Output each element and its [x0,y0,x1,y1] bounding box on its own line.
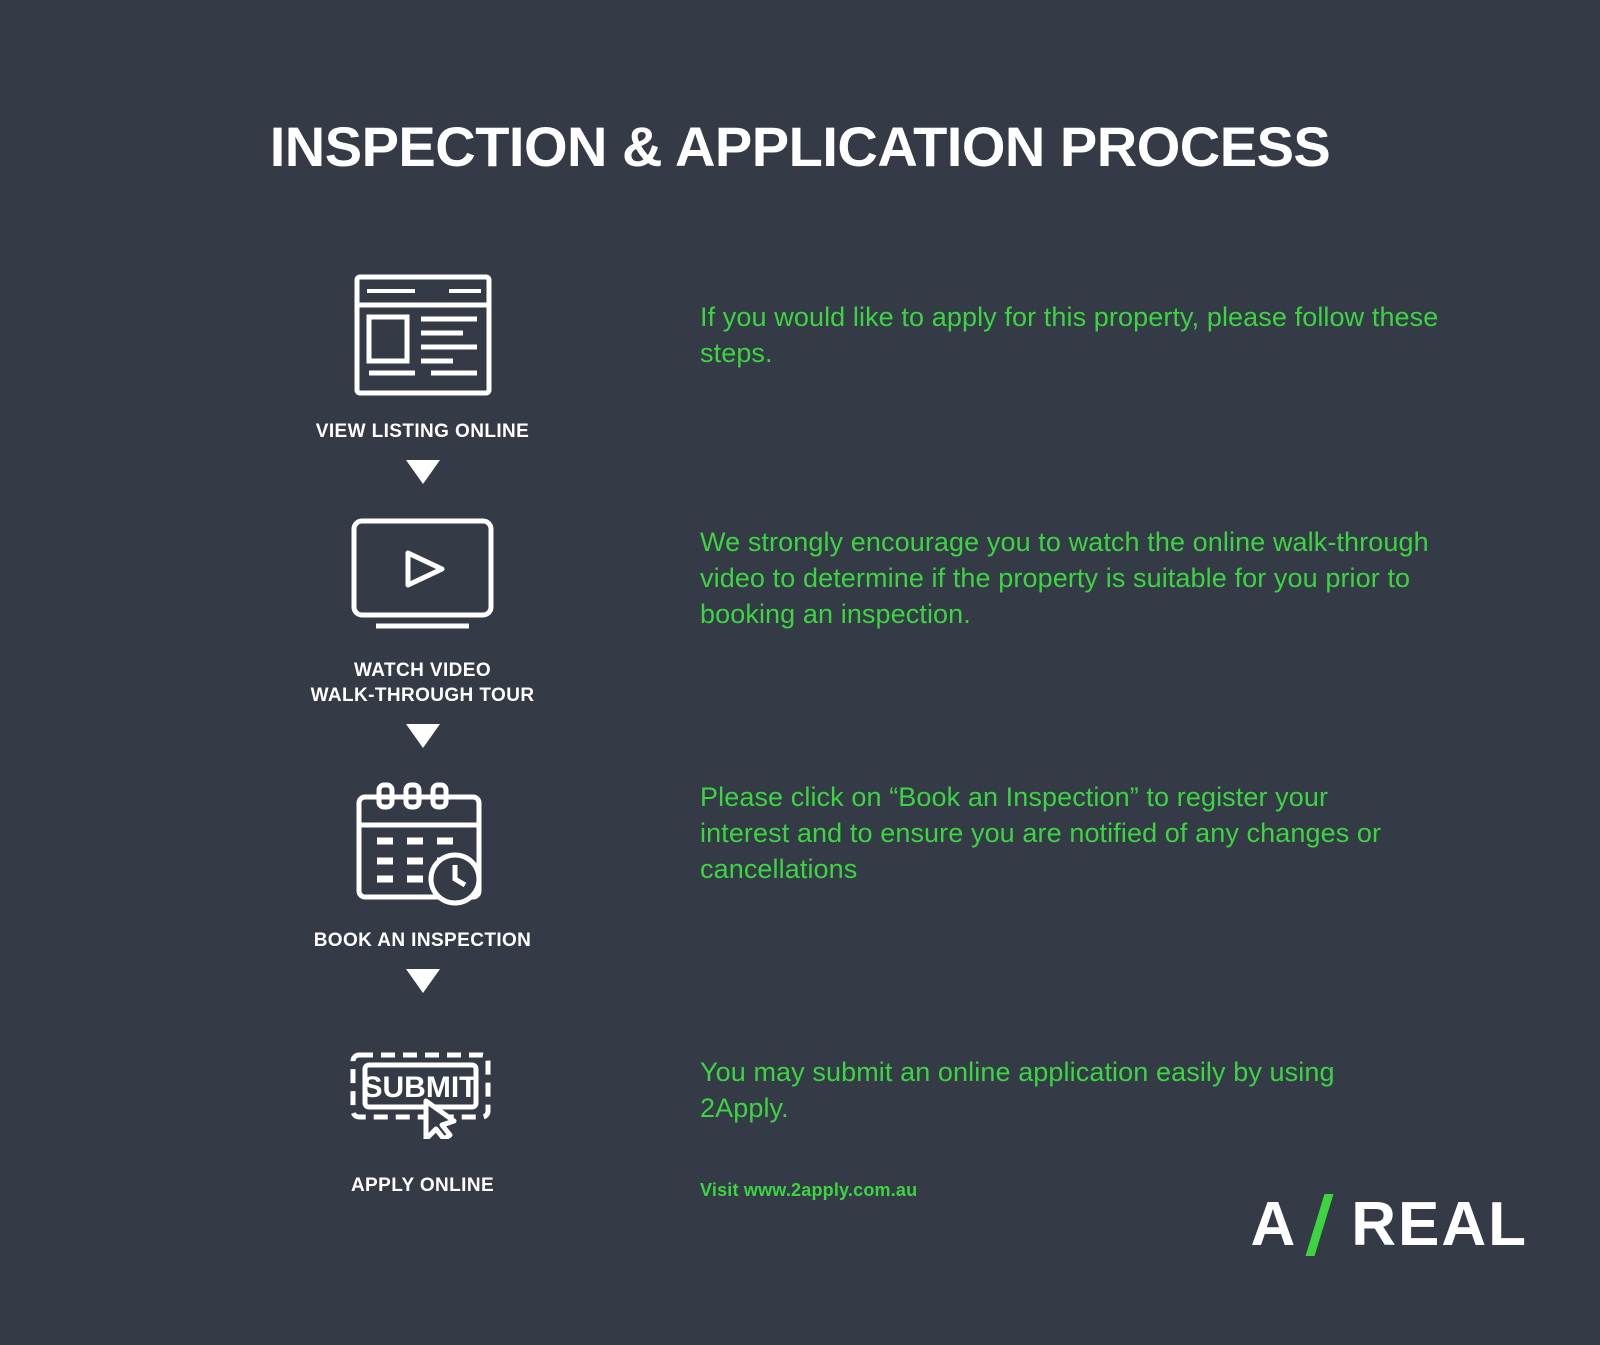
step-label-book-inspection: BOOK AN INSPECTION [313,930,532,952]
brand-logo [1250,1189,1528,1260]
flow-arrow-1 [250,444,595,500]
step-label-watch-video: WATCH VIDEO WALK-THROUGH TOUR [310,660,535,707]
step-book-inspection [250,774,595,953]
process-flow [250,265,595,1198]
video-play-icon [250,504,595,644]
submit-button-cursor-icon [250,1019,595,1159]
instruction-inspection: Please click on “Book an Inspection” to register your interest and to ensure you are notified of any changes or cancellations [700,782,1382,884]
step-label-view-listing: VIEW LISTING ONLINE [315,421,530,442]
step-watch-video [250,504,595,708]
flow-arrow-2 [250,708,595,764]
visit-link[interactable]: Visit www.2apply.com.au [700,1180,918,1200]
step-apply-online [250,1019,595,1198]
instruction-intro: If you would like to apply for this property, please follow these steps. [700,302,1439,368]
svg-text:SUBMIT: SUBMIT [362,1071,477,1105]
browser-listing-icon [250,265,595,405]
flow-arrow-3 [250,953,595,1009]
instruction-video: We strongly encourage you to watch the online walk-through video to determine if the property is suitable for you prior to booking an inspection. [700,527,1429,629]
step-label-apply-online: APPLY ONLINE [350,1175,495,1197]
logo-slash-icon [1307,1194,1337,1256]
instruction-apply: You may submit an online application easily by using 2Apply. [700,1057,1335,1123]
logo-word: REAL [1351,1190,1528,1259]
step-view-listing [250,265,595,444]
logo-letter: A [1250,1190,1298,1259]
calendar-clock-icon [250,774,595,914]
page-title: INSPECTION & APPLICATION PROCESS [269,115,1331,178]
